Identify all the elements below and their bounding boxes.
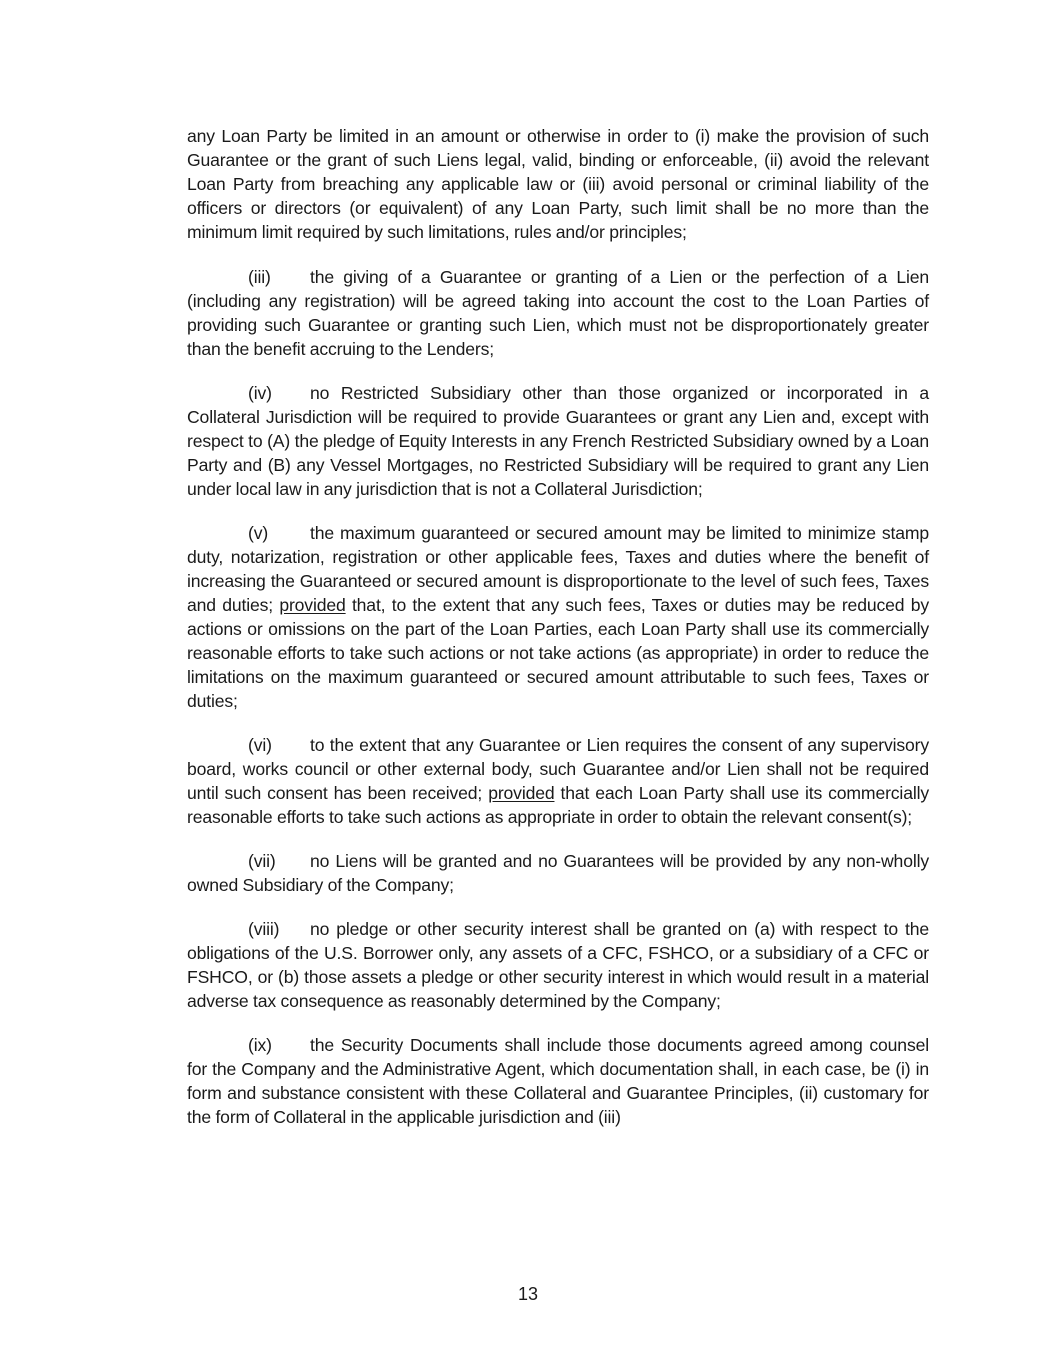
- page-number: 13: [517, 1284, 539, 1304]
- clause-number: (iv): [248, 383, 272, 403]
- document-body: [187, 124, 929, 1149]
- clause-ix: [187, 1033, 929, 1129]
- clause-number: (ix): [248, 1035, 272, 1055]
- clause-text: the giving of a Guarantee or granting of a Lien or the perfection of a Lien (including any registration) will be agreed taking into account the cost to the Loan Parties of providing such Guarantee or granting such Lien, which must not be disproportionately greater than the benefit accruing to the Lenders;: [187, 267, 929, 359]
- clause-text: no Liens will be granted and no Guarantees will be provided by any non-wholly owned Subsidiary of the Company;: [187, 851, 929, 895]
- clause-text-after: that each Loan Party shall use its commercially reasonable efforts to take such actions as appropriate in order to obtain the relevant consent(s);: [187, 783, 929, 827]
- clause-number: (vii): [248, 851, 276, 871]
- clause-text: no Restricted Subsidiary other than those organized or incorporated in a Collateral Jurisdiction will be required to provide Guarantees or grant any Lien and, except with respect to (A) the pledge of Equity Interests in any French Restricted Subsidiary owned by a Loan Party and (B) any Vessel Mortgages, no Restricted Subsidiary will be required to grant any Lien under local law in any jurisdiction that is not a Collateral Jurisdiction;: [187, 383, 929, 499]
- clause-number: (iii): [248, 267, 271, 287]
- clause-vi: [187, 733, 929, 829]
- clause-number: (v): [248, 523, 269, 543]
- clause-iv: [187, 381, 929, 501]
- clause-vii: [187, 849, 929, 897]
- clause-number: (vi): [248, 735, 272, 755]
- clause-text: no pledge or other security interest shall be granted on (a) with respect to the obligations of the U.S. Borrower only, any assets of a CFC, FSHCO, or a subsidiary of a CFC or FSHCO, or (b) those assets a pledge or other security interest in which would result in a material adverse tax consequence as reasonably determined by the Company;: [187, 919, 929, 1011]
- clause-number: (viii): [248, 919, 280, 939]
- clause-text-before: to the extent that any Guarantee or Lien requires the consent of any supervisory board, works council or other external body, such Guarantee and/or Lien shall not be required until such consent has been received;: [187, 735, 929, 803]
- clause-text-after: that, to the extent that any such fees, Taxes or duties may be reduced by actions or omissions on the part of the Loan Parties, each Loan Party shall use its commercially reasonable efforts to take such actions or not take actions (as appropriate) in order to reduce the limitations on the maximum guaranteed or secured amount attributable to such fees, Taxes or duties;: [187, 595, 929, 711]
- clause-v: [187, 521, 929, 713]
- clause-text: the Security Documents shall include those documents agreed among counsel for the Company and the Administrative Agent, which documentation shall, in each case, be (i) in form and substance consistent with these Collateral and Guarantee Principles, (ii) customary for the form of Collateral in the applicable jurisdiction and (iii): [187, 1035, 929, 1127]
- clause-text-before: the maximum guaranteed or secured amount may be limited to minimize stamp duty, notarization, registration or other applicable fees, Taxes and duties where the benefit of increasing the Guaranteed or secured amount is disproportionate to the level of such fees, Taxes and duties;: [187, 523, 929, 615]
- clause-iii: [187, 265, 929, 361]
- clause-viii: [187, 917, 929, 1013]
- provided-underlined: provided: [279, 595, 346, 615]
- continuation-paragraph: any Loan Party be limited in an amount or otherwise in order to (i) make the provision of such Guarantee or the grant of such Liens legal, valid, binding or enforceable, (ii) avoid the relevant Loan Party from breaching any applicable law or (iii) avoid personal or criminal liability of the officers or directors (or equivalent) of any Loan Party, such limit shall be no more than the minimum limit required by such limitations, rules and/or principles;: [187, 126, 929, 242]
- provided-underlined: provided: [488, 783, 555, 803]
